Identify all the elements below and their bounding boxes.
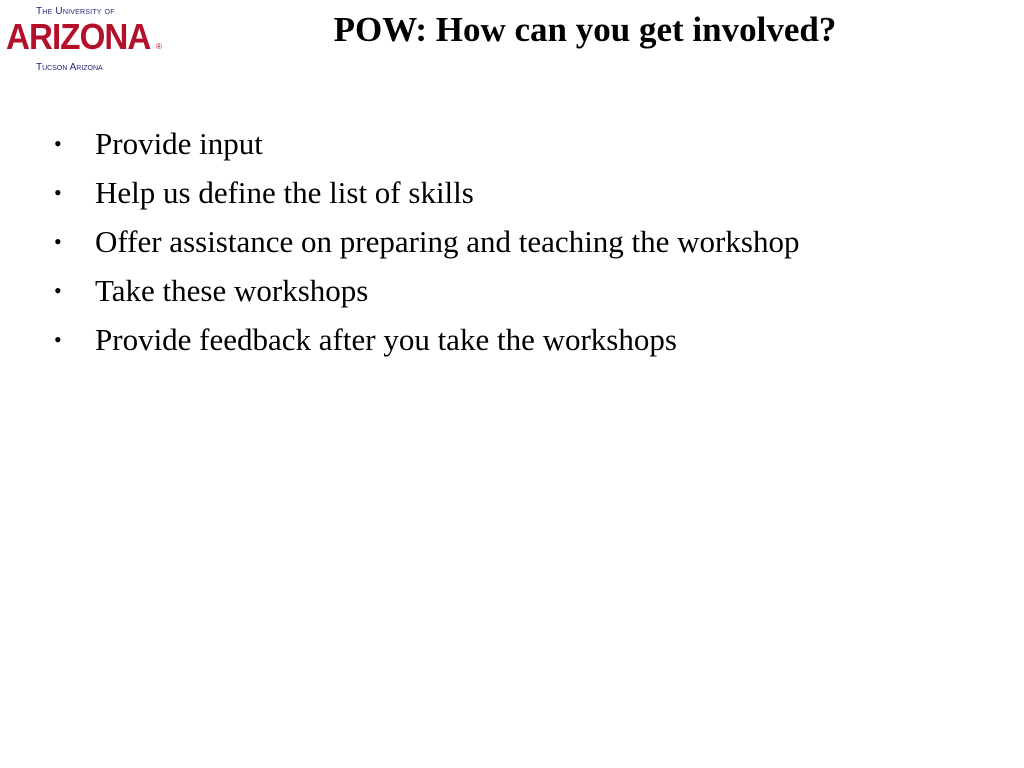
bullet-marker: • <box>54 278 62 303</box>
bullet-text: Take these workshops <box>95 273 369 308</box>
slide-title: POW: How can you get involved? <box>333 10 837 49</box>
logo-registered-mark: ® <box>156 42 162 51</box>
bullet-marker: • <box>54 327 62 352</box>
bullet-text: Offer assistance on preparing and teaching the workshop <box>95 224 800 259</box>
logo-wordmark: ARIZONA <box>6 16 151 57</box>
bullet-text: Provide feedback after you take the workshops <box>95 322 677 357</box>
bullet-marker: • <box>54 180 62 205</box>
university-logo <box>6 4 166 78</box>
bullet-marker: • <box>54 131 62 156</box>
bullet-text: Help us define the list of skills <box>95 175 474 210</box>
logo-line-bottom: Tucson Arizona <box>36 62 103 73</box>
bullet-text: Provide input <box>95 126 263 161</box>
bullet-marker: • <box>54 229 62 254</box>
logo-line-top: The University of <box>36 6 115 17</box>
